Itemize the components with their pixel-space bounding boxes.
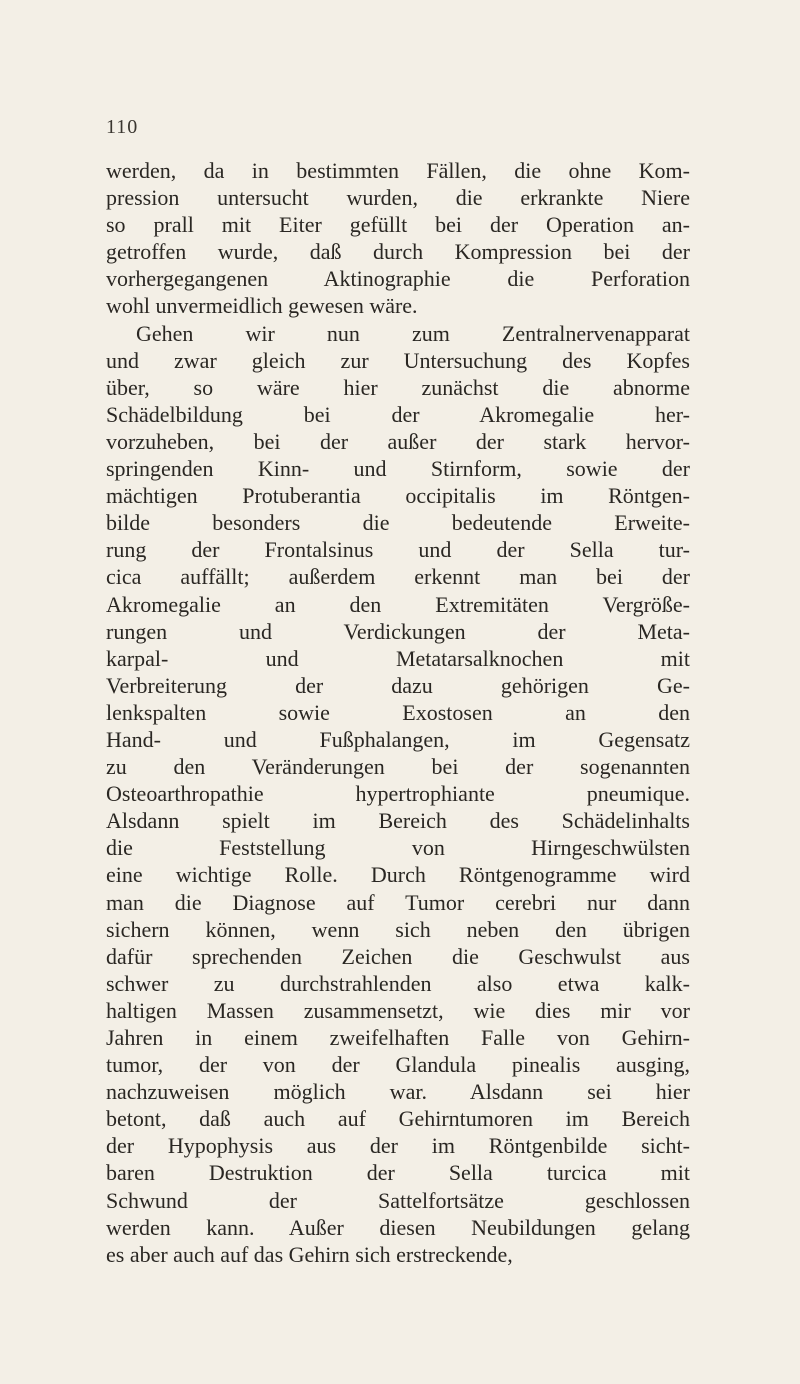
text-line: Verbreiterung der dazu gehörigen Ge-	[106, 672, 690, 698]
text-line: werden kann. Außer diesen Neubildungen gelang	[106, 1214, 690, 1240]
body-text	[106, 157, 690, 1268]
text-line: betont, daß auch auf Gehirntumoren im Bereich	[106, 1106, 690, 1132]
text-line: man die Diagnose auf Tumor cerebri nur dann	[106, 889, 690, 915]
text-line: mächtigen Protuberantia occipitalis im Röntgen-	[106, 483, 690, 509]
text-line: sichern können, wenn sich neben den übrigen	[106, 916, 690, 942]
text-line: Osteoarthropathie hypertrophiante pneumique.	[106, 781, 690, 807]
text-line: Schwund der Sattelfortsätze geschlossen	[106, 1187, 690, 1213]
text-line: tumor, der von der Glandula pinealis ausging,	[106, 1052, 690, 1078]
text-line: vorhergegangenen Aktinographie die Perforation	[106, 266, 690, 292]
text-line: rung der Frontalsinus und der Sella tur-	[106, 537, 690, 563]
text-line: die Feststellung von Hirngeschwülsten	[106, 835, 690, 861]
text-line: nachzuweisen möglich war. Alsdann sei hier	[106, 1079, 690, 1105]
text-line: wohl unvermeidlich gewesen wäre.	[106, 293, 418, 319]
text-line: cica auffällt; außerdem erkennt man bei der	[106, 564, 690, 590]
text-line: eine wichtige Rolle. Durch Röntgenogramme wird	[106, 862, 690, 888]
text-line: Akromegalie an den Extremitäten Vergröße-	[106, 591, 690, 617]
text-line: Hand- und Fußphalangen, im Gegensatz	[106, 726, 690, 752]
text-line: pression untersucht wurden, die erkrankte Niere	[106, 185, 690, 211]
text-line: baren Destruktion der Sella turcica mit	[106, 1160, 690, 1186]
text-line: der Hypophysis aus der im Röntgenbilde sicht-	[106, 1133, 690, 1159]
text-line: über, so wäre hier zunächst die abnorme	[106, 374, 690, 400]
text-line: rungen und Verdickungen der Meta-	[106, 618, 690, 644]
text-line: getroffen wurde, daß durch Kompression bei der	[106, 239, 690, 265]
text-line: werden, da in bestimmten Fällen, die ohne Kom-	[106, 158, 690, 183]
text-line: haltigen Massen zusammensetzt, wie dies mir vor	[106, 997, 690, 1023]
text-line: lenkspalten sowie Exostosen an den	[106, 699, 690, 725]
page-number: 110	[106, 116, 139, 138]
text-line: karpal- und Metatarsalknochen mit	[106, 645, 690, 671]
text-line: so prall mit Eiter gefüllt bei der Operation an-	[106, 212, 690, 238]
text-line: Alsdann spielt im Bereich des Schädelinhalts	[106, 808, 690, 834]
text-line: Schädelbildung bei der Akromegalie her-	[106, 401, 690, 427]
text-line: es aber auch auf das Gehirn sich erstreckende,	[106, 1241, 513, 1267]
text-line: und zwar gleich zur Untersuchung des Kopfes	[106, 347, 690, 373]
text-line: vorzuheben, bei der außer der stark hervor-	[106, 428, 690, 454]
text-line: Gehen wir nun zum Zentralnervenapparat	[136, 320, 690, 346]
text-line: bilde besonders die bedeutende Erweite-	[106, 510, 690, 536]
text-line: Jahren in einem zweifelhaften Falle von Gehirn-	[106, 1025, 690, 1050]
text-line: springenden Kinn- und Stirnform, sowie der	[106, 456, 690, 482]
text-line: schwer zu durchstrahlenden also etwa kalk-	[106, 970, 690, 996]
text-line: dafür sprechenden Zeichen die Geschwulst aus	[106, 943, 690, 969]
text-line: zu den Veränderungen bei der sogenannten	[106, 754, 690, 780]
